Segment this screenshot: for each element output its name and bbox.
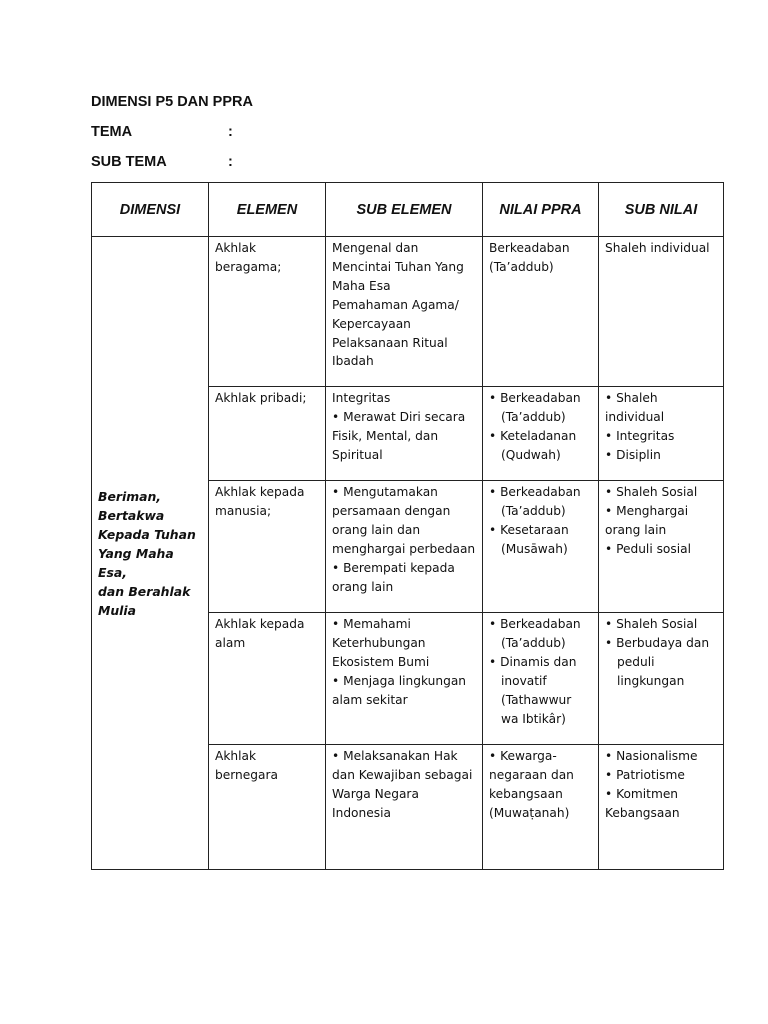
cell-line: kebangsaan <box>489 786 563 801</box>
sub-nilai-cell <box>599 387 724 481</box>
dimensi-text <box>92 487 208 620</box>
cell-line: dan Kewajiban sebagai <box>332 767 473 782</box>
sub-elemen-cell <box>326 237 483 387</box>
cell-line: • Menjaga lingkungan <box>332 673 467 688</box>
cell-line: persamaan dengan <box>332 503 451 518</box>
dimensi-line: Kepada Tuhan <box>98 526 196 542</box>
sub-nilai-cell <box>599 237 724 387</box>
tema-colon: : <box>228 124 233 140</box>
cell-line: Mengenal dan <box>332 241 419 255</box>
cell-line: Mencintai Tuhan Yang <box>332 259 464 274</box>
column-header-dimensi: DIMENSI <box>92 183 209 237</box>
cell-line: • Merawat Diri secara <box>332 409 466 424</box>
nilai-ppra-cell <box>483 237 599 387</box>
cell-line: Spiritual <box>332 447 383 462</box>
cell-line: (Ta’addub) <box>501 503 566 518</box>
cell-line: • Peduli sosial <box>605 541 691 556</box>
cell-line: • Berkeadaban <box>489 617 581 631</box>
cell-line: Berkeadaban <box>489 241 570 255</box>
cell-line: Keterhubungan <box>332 635 426 650</box>
cell-line: Fisik, Mental, dan <box>332 428 439 443</box>
cell-line: • Mengutamakan <box>332 485 438 499</box>
cell-line: (Ta’addub) <box>489 259 554 274</box>
cell-line: bernegara <box>215 767 278 782</box>
tema-label: TEMA <box>91 124 133 140</box>
column-header-sub-elemen: SUB ELEMEN <box>326 183 483 237</box>
cell-line: Integritas <box>332 391 391 405</box>
cell-line: (Ta’addub) <box>501 635 566 650</box>
column-header-sub-nilai: SUB NILAI <box>599 183 724 237</box>
cell-line: Maha Esa <box>332 278 391 293</box>
cell-line: • Nasionalisme <box>605 749 698 763</box>
column-header-nilai-ppra: NILAI PPRA <box>483 183 599 237</box>
cell-line: • Berempati kepada <box>332 560 455 575</box>
nilai-ppra-cell <box>483 613 599 745</box>
cell-line: (Musāwah) <box>501 541 568 556</box>
cell-line: menghargai perbedaan <box>332 541 476 556</box>
cell-line: • Komitmen <box>605 786 679 801</box>
tema-line <box>91 124 233 140</box>
sub-elemen-cell <box>326 387 483 481</box>
cell-line: Ibadah <box>332 354 374 369</box>
cell-line: Kepercayaan <box>332 316 411 331</box>
dimensi-line: Mulia <box>98 602 137 618</box>
cell-line: Warga Negara <box>332 786 419 801</box>
sub-elemen-cell <box>326 745 483 870</box>
cell-line: inovatif <box>501 673 547 688</box>
cell-line: Akhlak kepada <box>215 485 305 499</box>
nilai-ppra-cell <box>483 387 599 481</box>
cell-line: beragama; <box>215 259 282 274</box>
cell-line: Akhlak <box>215 241 257 255</box>
dimensi-line: Beriman, <box>98 488 162 504</box>
cell-line: negaraan dan <box>489 767 574 782</box>
subtema-colon: : <box>228 154 233 170</box>
sub-nilai-cell <box>599 613 724 745</box>
cell-line: • Memahami <box>332 617 411 631</box>
elemen-cell <box>209 387 326 481</box>
cell-line: orang lain <box>605 522 667 537</box>
dimensi-line: Yang Maha Esa, <box>98 545 174 580</box>
cell-line: • Kesetaraan <box>489 522 569 537</box>
cell-line: • Keteladanan <box>489 428 577 443</box>
cell-line: manusia; <box>215 503 272 518</box>
cell-line: • Shaleh Sosial <box>605 617 698 631</box>
cell-line: alam sekitar <box>332 692 408 707</box>
cell-line: Kebangsaan <box>605 805 680 820</box>
cell-line: orang lain <box>332 579 394 594</box>
cell-line: Pelaksanaan Ritual <box>332 335 448 350</box>
cell-line: Pemahaman Agama/ <box>332 297 459 312</box>
dimension-table <box>91 182 724 870</box>
cell-line: lingkungan <box>617 673 685 688</box>
cell-line: peduli <box>617 654 655 669</box>
cell-line: Akhlak <box>215 749 257 763</box>
dimensi-line: Bertakwa <box>98 507 165 523</box>
cell-line: • Integritas <box>605 428 675 443</box>
nilai-ppra-cell <box>483 745 599 870</box>
sub-elemen-cell <box>326 613 483 745</box>
cell-line: wa Ibtikâr) <box>501 711 566 726</box>
column-header-elemen: ELEMEN <box>209 183 326 237</box>
document-title: DIMENSI P5 DAN PPRA <box>91 94 253 110</box>
table-header-row <box>92 183 724 237</box>
cell-line: individual <box>605 409 665 424</box>
subtema-line <box>91 154 233 170</box>
elemen-cell <box>209 613 326 745</box>
cell-line: • Berbudaya dan <box>605 635 710 650</box>
cell-line: (Muwaṭanah) <box>489 805 570 820</box>
table-row <box>92 237 724 387</box>
cell-line: • Berkeadaban <box>489 391 581 405</box>
sub-elemen-cell <box>326 481 483 613</box>
cell-line: • Melaksanakan Hak <box>332 749 458 763</box>
sub-nilai-cell <box>599 481 724 613</box>
elemen-cell <box>209 745 326 870</box>
nilai-ppra-cell <box>483 481 599 613</box>
cell-line: (Tathawwur <box>501 692 572 707</box>
cell-line: • Menghargai <box>605 503 689 518</box>
cell-line: Indonesia <box>332 805 391 820</box>
cell-line: • Patriotisme <box>605 767 685 782</box>
dimensi-cell <box>92 237 209 870</box>
cell-line: • Shaleh <box>605 391 658 405</box>
sub-nilai-cell <box>599 745 724 870</box>
elemen-cell <box>209 481 326 613</box>
elemen-cell <box>209 237 326 387</box>
cell-line: Shaleh individual <box>605 241 710 255</box>
cell-line: (Ta’addub) <box>501 409 566 424</box>
subtema-label: SUB TEMA <box>91 154 167 170</box>
cell-line: alam <box>215 635 246 650</box>
cell-line: orang lain dan <box>332 522 421 537</box>
cell-line: • Dinamis dan <box>489 654 577 669</box>
dimensi-line: dan Berahlak <box>98 583 191 599</box>
cell-line: Ekosistem Bumi <box>332 654 430 669</box>
cell-line: Akhlak pribadi; <box>215 391 307 405</box>
cell-line: • Shaleh Sosial <box>605 485 698 499</box>
cell-line: • Berkeadaban <box>489 485 581 499</box>
cell-line: • Disiplin <box>605 447 661 462</box>
cell-line: • Kewarga- <box>489 749 557 763</box>
cell-line: Akhlak kepada <box>215 617 305 631</box>
cell-line: (Qudwah) <box>501 447 561 462</box>
